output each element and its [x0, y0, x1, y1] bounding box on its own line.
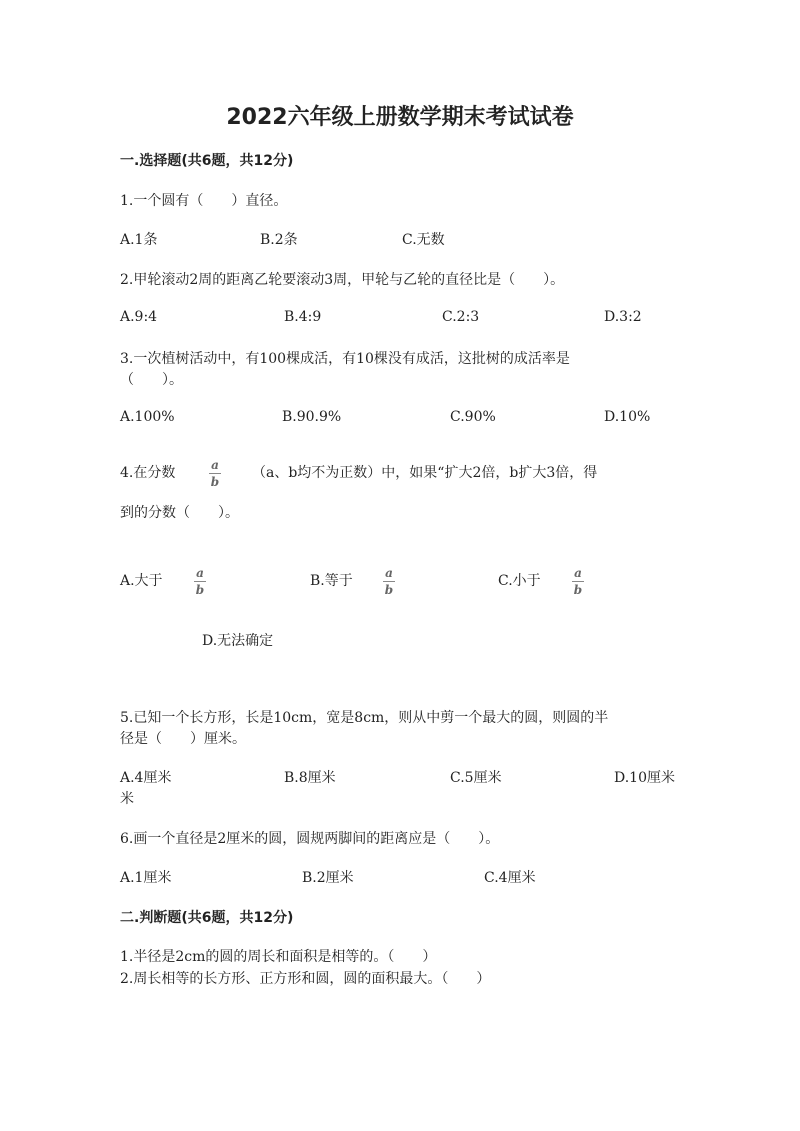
question-4-line-1-prefix: 4.在分数: [120, 465, 176, 481]
q5-option-d-wrap: 米: [120, 791, 134, 807]
fraction-numerator: a: [574, 566, 582, 580]
section-heading-judgment: 二.判断题(共6题，共12分): [120, 910, 294, 926]
fraction-denominator: b: [573, 583, 583, 597]
q4-option-c-fraction: [572, 566, 584, 597]
question-6: 6.画一个直径是2厘米的圆，圆规两脚间的距离应是（ ）。: [120, 831, 500, 847]
fraction-bar: [383, 581, 395, 582]
q2-option-a: A.9:4: [120, 309, 158, 325]
fraction-numerator: a: [385, 566, 393, 580]
fraction-numerator: a: [211, 458, 219, 472]
q5-option-c: C.5厘米: [450, 770, 502, 786]
q2-option-d: D.3:2: [604, 309, 642, 325]
fraction-bar: [194, 581, 206, 582]
question-5-line-2: 径是（ ）厘米。: [120, 731, 246, 747]
question-4-line-2: 到的分数（ ）。: [120, 505, 239, 521]
q4-option-c: C.小于: [498, 573, 541, 589]
q4-option-d: D.无法确定: [202, 633, 274, 649]
question-2: 2.甲轮滚动2周的距离乙轮要滚动3周，甲轮与乙轮的直径比是（ ）。: [120, 272, 565, 288]
fraction-denominator: b: [384, 583, 394, 597]
q1-option-b: B.2条: [260, 232, 298, 248]
fraction-numerator: a: [196, 566, 204, 580]
q3-option-a: A.100%: [120, 409, 175, 425]
question-5-line-1: 5.已知一个长方形，长是10cm，宽是8cm，则从中剪一个最大的圆，则圆的半: [120, 710, 609, 726]
q5-option-b: B.8厘米: [284, 770, 336, 786]
fraction-a-over-b: [209, 458, 221, 489]
q6-option-c: C.4厘米: [484, 870, 536, 886]
q3-option-c: C.90%: [450, 409, 496, 425]
fraction-denominator: b: [195, 583, 205, 597]
q4-option-b-fraction: [383, 566, 395, 597]
question-3-line-2: （ ）。: [120, 372, 183, 388]
judgment-question-2: 2.周长相等的长方形、正方形和圆，圆的面积最大。（ ）: [120, 971, 491, 987]
q3-option-d: D.10%: [604, 409, 651, 425]
q4-option-a: A.大于: [120, 573, 163, 589]
q2-option-b: B.4:9: [284, 309, 322, 325]
question-4-line-1-suffix: （a、b均不为正数）中，如果“扩大2倍，b扩大3倍，得: [252, 465, 598, 481]
judgment-question-1: 1.半径是2cm的圆的周长和面积是相等的。（ ）: [120, 949, 437, 965]
section-heading-choice: 一.选择题(共6题，共12分): [120, 153, 294, 169]
question-3-line-1: 3.一次植树活动中，有100棵成活，有10棵没有成活，这批树的成活率是: [120, 351, 570, 367]
q1-option-c: C.无数: [402, 232, 445, 248]
q3-option-b: B.90.9%: [282, 409, 342, 425]
question-1: 1.一个圆有（ ）直径。: [120, 193, 288, 209]
page-title: 2022六年级上册数学期末考试试卷: [226, 105, 574, 130]
q5-option-a: A.4厘米: [120, 770, 172, 786]
fraction-denominator: b: [210, 475, 220, 489]
q2-option-c: C.2:3: [442, 309, 480, 325]
fraction-bar: [209, 473, 221, 474]
q6-option-b: B.2厘米: [302, 870, 354, 886]
q1-option-a: A.1条: [120, 232, 158, 248]
q6-option-a: A.1厘米: [120, 870, 172, 886]
q4-option-a-fraction: [194, 566, 206, 597]
q4-option-b: B.等于: [310, 573, 353, 589]
fraction-bar: [572, 581, 584, 582]
q5-option-d: D.10厘米: [614, 770, 675, 786]
